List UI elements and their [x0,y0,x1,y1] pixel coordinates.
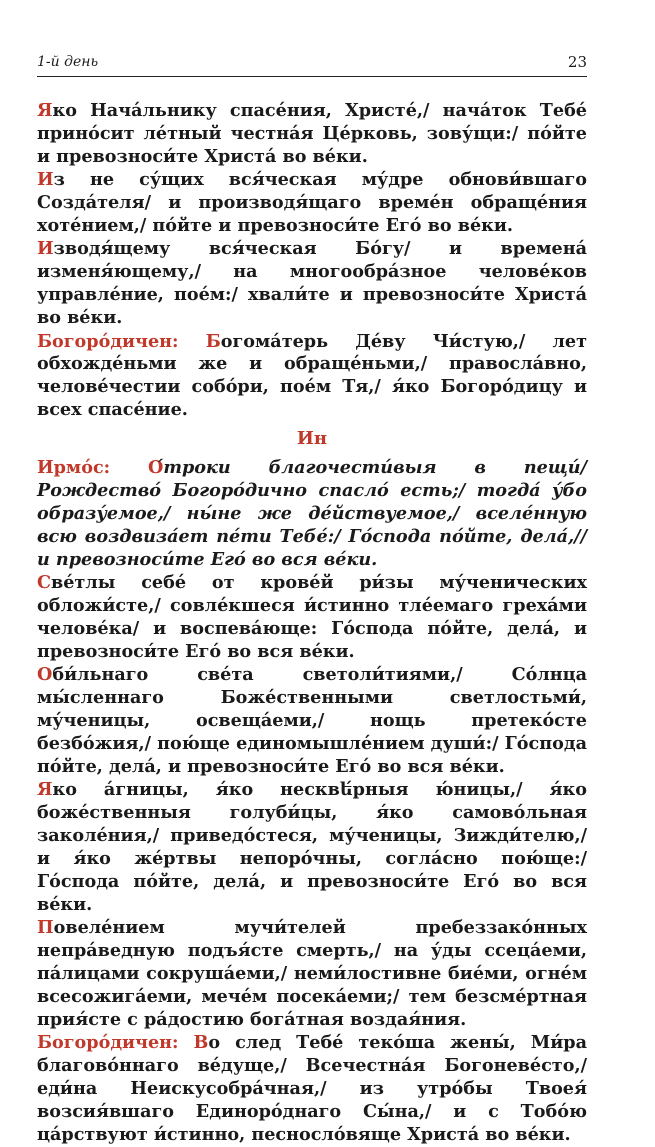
stanza [37,572,587,664]
stanza-text: ко Нача́льнику спасе́ния, Христе́,/ нача́ток Тебе́ прино́сит ле́тный честна́я Це́рковь, зову́щи:/ по́йте и превозноси́те Христа́ во ве́ки. [37,100,587,167]
initial-letter: И [37,169,54,191]
stanza [37,100,587,169]
theotokion [37,1032,587,1147]
stanza-text: ве́тлы себе́ от крове́й ри́зы му́ченических обложи́сте,/ совле́кшеся и́стинно тле́емаго греха́ми челове́ка/ и воспева́юще: Го́спода по́йте, дела́, и превозноси́те Его́ во вся ве́ки. [37,572,587,662]
initial-letter: И [37,238,54,260]
theotokion-label: Богоро́дичен: Б [37,330,221,352]
stanza-text: би́льнаго све́та светоли́тиями,/ Со́лнца мы́сленнаго Боже́ственными светлостьми́, му́ченицы, освеща́еми,/ нощь претеко́сте безбо́жия,/ пою́ще единомышле́нием души́:/ Го́спода по́йте, дела́, и превозноси́те Его́ во вся ве́ки. [37,664,587,777]
initial-letter: Я [37,100,53,121]
stanza-text: з не су́щих вся́ческая му́дре обнови́вшаго Созда́теля/ и производя́щаго време́н обраще́ния хоте́нием,/ по́йте и превозноси́те Его́ во ве́ки. [37,169,587,237]
page-number: 23 [567,53,587,71]
page-header [37,50,587,77]
stanza-text: ко а́гницы, я́ко несквե́рныя ю́ницы,/ я́ко боже́ственныя голуби́цы, я́ко самово́льная заколе́ния,/ приведо́стеся, му́ченицы, Зижди́телю,/ и я́ко же́ртвы непоро́чны, согла́сно пою́ще:/ Го́спода по́йте, дела́, и превозноси́те Его́ во вся ве́ки. [37,779,587,915]
page-body [37,100,587,1147]
running-head: 1-й день [37,54,99,70]
initial-letter: С [37,572,52,594]
irmos-text: ́троки благочести́выя в пещи́/ Рождество́ Богоро́дично спасло́ есть;/ тогда́ у́бо образу́емое,/ ны́не же де́йствуемое,/ вселе́нную всю воздвиза́ет пе́ти Тебе́:/ Го́спода по́йте, дела́,// и превозноси́те Его́ во вся ве́ки. [37,457,588,570]
irmos [37,457,587,572]
initial-letter: П [37,917,54,939]
stanza [37,664,587,779]
theotokion-label: Богоро́дичен: В [37,1032,209,1054]
theotokion [37,331,587,423]
theotokion-text: о след Тебе́ теко́ша жены́, Ми́ра благово́ннаго ве́дуще,/ Всечестна́я Богоневе́сто,/ еди́на Неискусобра́чная,/ из утро́бы Твоея́ возсия́вшаго Единоро́днаго Сы́на,/ и с Тобо́ю ца́рствуют и́стинно, песносло́вяще Христа́ во ве́ки. [37,1032,587,1145]
stanza [37,779,587,916]
irmos-label: Ирмо́с: О [37,457,164,479]
stanza-text: зводя́щему вся́ческая Бо́гу/ и времена́ изменя́ющему,/ на многообра́зное челове́ков управле́ние, пое́м:/ хвали́те и превозноси́те Христа́ во ве́ки. [37,238,587,329]
stanza [37,238,587,330]
initial-letter: О [37,664,53,686]
stanza-text: овеле́нием мучи́телей пребеззако́нных непра́ведную подъя́сте смерть,/ на у́ды ссеца́еми, па́лицами сокруша́еми,/ неми́лостивне бие́ми, огне́м всесожига́еми, мече́м посека́еми;/ тем безсме́ртная прия́сте с ра́достию бога́тная воздая́ния. [37,917,587,1030]
section-title: Ин [296,428,328,450]
initial-letter: Я [37,779,53,801]
stanza [37,917,587,1032]
theotokion-text: огома́терь Де́ву Чи́стую,/ лет обхожде́ньми же и обраще́ньми,/ правосла́вно, челове́честии собо́ри, пое́м Тя,/ я́ко Богоро́дицу и всех спасе́ние. [37,330,587,421]
stanza [37,169,587,238]
